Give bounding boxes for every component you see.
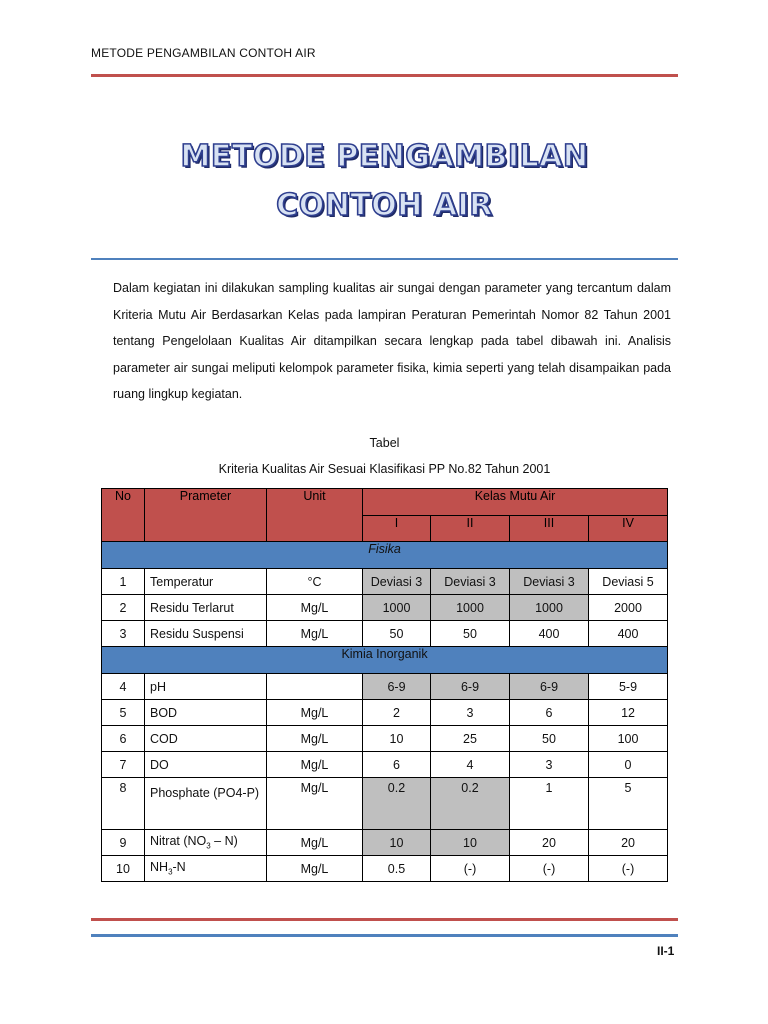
page-title-line-2: CONTOH AIR	[276, 188, 493, 223]
page-title-line-1: METODE PENGAMBILAN	[180, 139, 589, 174]
header-parameter: Prameter	[145, 489, 267, 542]
page-number: II-1	[657, 944, 675, 958]
table-row: 6 COD Mg/L 10 25 50 100	[102, 726, 668, 752]
table-row: 8 Phosphate (PO4-P) Mg/L 0.2 0.2 1 5	[102, 778, 668, 830]
title-rule	[91, 258, 678, 260]
table-row: 10 $NH_3-N$ Mg/L 0.5 (-) (-) (-)	[102, 856, 668, 882]
header-class-2: II	[431, 516, 510, 542]
table-row: 7 DO Mg/L 6 4 3 0	[102, 752, 668, 778]
table-row: 1 Temperatur °C Deviasi 3 Deviasi 3 Deviasi 3 Deviasi 5	[102, 569, 668, 595]
header-rule	[91, 74, 678, 77]
header-class-4: IV	[589, 516, 668, 542]
header-class-1: I	[363, 516, 431, 542]
table-row: 3 Residu Suspensi Mg/L 50 50 400 400	[102, 621, 668, 647]
running-header: METODE PENGAMBILAN CONTOH AIR	[91, 46, 316, 60]
table-row: 9 Nitrat $(NO_3 - N)$ Mg/L 10 10 20 20	[102, 830, 668, 856]
header-class-3: III	[510, 516, 589, 542]
footer-rule-blue	[91, 934, 678, 937]
table-title: Kriteria Kualitas Air Sesuai Klasifikasi PP No.82 Tahun 2001	[218, 462, 551, 476]
table-label: Tabel	[369, 436, 400, 450]
table-row: 4 pH 6-9 6-9 6-9 5-9	[102, 674, 668, 700]
table-row: 5 BOD Mg/L 2 3 6 12	[102, 700, 668, 726]
section-fisika: Fisika	[102, 542, 668, 569]
table-row: 2 Residu Terlarut Mg/L 1000 1000 1000 2000	[102, 595, 668, 621]
header-no: No	[102, 489, 145, 542]
header-kelas: Kelas Mutu Air	[363, 489, 668, 516]
footer-rule-red	[91, 918, 678, 921]
section-kimia-inorganik: Kimia Inorganik	[102, 647, 668, 674]
header-unit: Unit	[267, 489, 363, 542]
intro-paragraph: Dalam kegiatan ini dilakukan sampling kualitas air sungai dengan parameter yang tercantum dalam Kriteria Mutu Air Berdasarkan Kelas pada lampiran Peraturan Pemerintah Nomor 82 Tahun 2001 tentang Pengelolaan Kualitas Air ditampilkan secara lengkap pada tabel dibawah ini. Analisis parameter air sungai meliputi kelompok parameter fisika, kimia seperti yang telah disampaikan pada ruang lingkup kegiatan.	[113, 281, 671, 401]
water-quality-table	[101, 488, 668, 882]
